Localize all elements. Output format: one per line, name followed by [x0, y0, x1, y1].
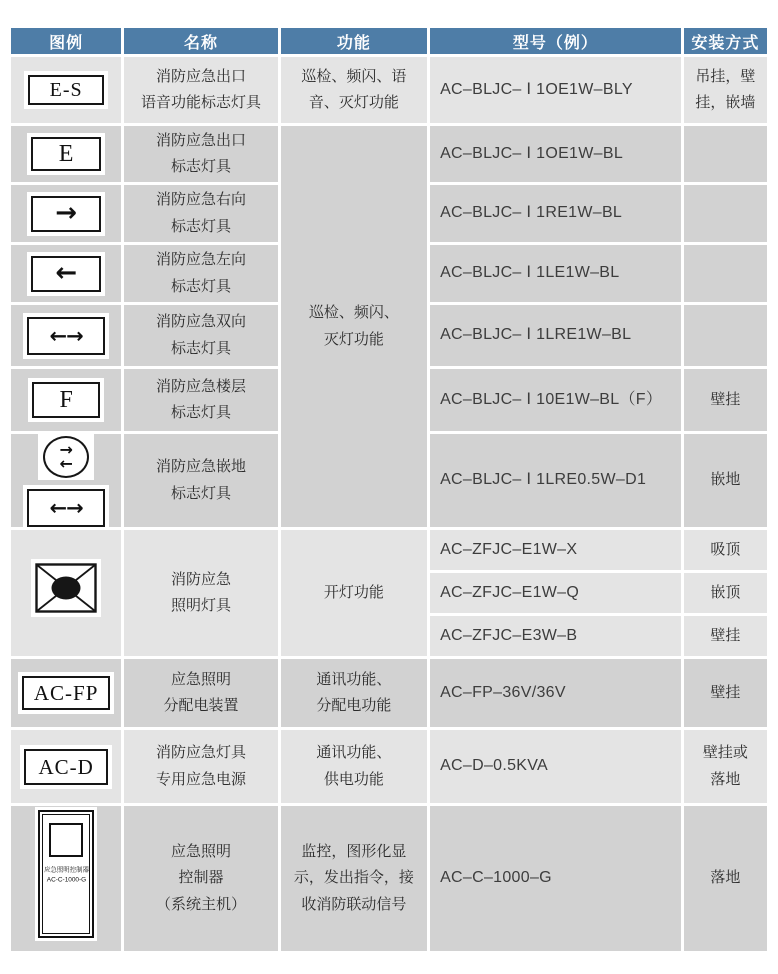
- legend-cell: [11, 245, 121, 302]
- function-line: 通讯功能、: [316, 670, 392, 688]
- function-line: 分配电功能: [316, 697, 392, 714]
- model-cell: AC–BLJC– Ⅰ 1LRE1W–BL: [430, 305, 681, 366]
- left-arrow-glyph: ←: [49, 496, 67, 520]
- install-cell: [684, 305, 767, 366]
- install-cell: [684, 126, 767, 182]
- function-cell: [281, 730, 427, 803]
- table-row: [11, 806, 767, 951]
- col-header-function: 功能: [281, 28, 427, 54]
- legend-cell: [11, 185, 121, 242]
- col-header-model: 型号（例）: [430, 28, 681, 54]
- install-cell: 壁挂: [684, 659, 767, 727]
- name-line: 应急照明: [170, 843, 231, 861]
- table-row: [11, 57, 767, 123]
- name-line: 消防应急左向: [155, 251, 246, 269]
- name-line: 专用应急电源: [155, 770, 246, 788]
- function-cell: [281, 806, 427, 951]
- function-line: 音、灭灯功能: [308, 94, 399, 111]
- legend-cell: [11, 659, 121, 727]
- cabinet-screen: [49, 823, 83, 857]
- exit-speech-sign-icon: E-S: [28, 75, 104, 105]
- name-cell: [124, 806, 277, 951]
- install-cell: [684, 245, 767, 302]
- model-cell: AC–BLJC– Ⅰ 10E1W–BL（F）: [430, 369, 681, 431]
- controller-cabinet-icon: [38, 810, 94, 938]
- function-cell-merged: 开灯功能: [281, 530, 427, 656]
- function-line: 收消防联动信号: [301, 895, 407, 913]
- right-arrow-glyph: →: [59, 440, 73, 460]
- distribution-box-icon: AC-FP: [22, 676, 110, 710]
- name-cell: [124, 730, 277, 803]
- model-cell: AC–D–0.5KVA: [430, 730, 681, 803]
- model-cell: AC–C–1000–G: [430, 806, 681, 951]
- model-cell: AC–BLJC– Ⅰ 1OE1W–BL: [430, 126, 681, 182]
- col-header-legend: 图例: [11, 28, 121, 54]
- name-line: 标志灯具: [170, 339, 231, 357]
- function-cell-merged: [281, 126, 427, 527]
- legend-cell: [11, 530, 121, 656]
- name-line: 消防应急楼层: [155, 377, 246, 395]
- luminaire-icon: [35, 563, 97, 613]
- right-arrow-sign-icon: →: [31, 196, 101, 232]
- name-line: 标志灯具: [170, 217, 231, 235]
- name-line: 消防应急出口: [155, 131, 246, 149]
- right-arrow-glyph: →: [66, 323, 83, 348]
- col-header-name: 名称: [124, 28, 277, 54]
- model-cell: AC–BLJC– Ⅰ 1RE1W–BL: [430, 185, 681, 242]
- cabinet-label: 应急照明控制器 AC-C-1000-G: [43, 866, 89, 884]
- install-line: 壁挂或: [702, 744, 748, 762]
- name-cell: [124, 530, 277, 656]
- exit-sign-icon: E: [31, 137, 101, 171]
- name-cell: [124, 245, 277, 302]
- name-cell: [124, 126, 277, 182]
- function-line: 灭灯功能: [323, 330, 384, 348]
- power-supply-box-icon: AC-D: [24, 749, 108, 785]
- function-line: 示，发出指令，接: [293, 869, 414, 887]
- model-cell: AC–FP–36V/36V: [430, 659, 681, 727]
- function-line: 通讯功能、: [316, 744, 392, 762]
- right-arrow-glyph: →: [66, 496, 83, 520]
- legend-cell: [11, 434, 121, 527]
- legend-cell: [11, 57, 121, 123]
- legend-cell: [11, 305, 121, 366]
- install-cell: 嵌顶: [684, 573, 767, 613]
- name-line: 语音功能标志灯具: [140, 94, 261, 111]
- model-cell: AC–BLJC– Ⅰ 1LRE0.5W–D1: [430, 434, 681, 527]
- name-line: 标志灯具: [170, 484, 231, 502]
- name-cell: [124, 369, 277, 431]
- function-cell: [281, 659, 427, 727]
- name-line: 消防应急灯具: [155, 744, 246, 762]
- name-line: 消防应急双向: [155, 313, 246, 331]
- name-line: （系统主机）: [155, 895, 246, 913]
- table-row: [11, 530, 767, 570]
- legend-cell: [11, 369, 121, 431]
- name-line: 标志灯具: [170, 404, 231, 421]
- table-row: [11, 730, 767, 803]
- function-line: 监控，图形化显: [301, 843, 407, 861]
- name-cell: [124, 659, 277, 727]
- name-line: 控制器: [178, 869, 224, 887]
- left-arrow-glyph: ←: [49, 323, 67, 348]
- legend-cell: [11, 126, 121, 182]
- install-line: 挂，嵌墙: [695, 94, 756, 111]
- install-cell: [684, 185, 767, 242]
- name-line: 消防应急右向: [155, 191, 246, 209]
- install-cell: 壁挂: [684, 616, 767, 656]
- double-arrow-sign-icon: [27, 317, 105, 355]
- model-cell: AC–BLJC– Ⅰ 1LE1W–BL: [430, 245, 681, 302]
- model-cell: AC–ZFJC–E3W–B: [430, 616, 681, 656]
- name-cell: [124, 185, 277, 242]
- floor-sign-icon: F: [32, 382, 100, 418]
- name-line: 标志灯具: [170, 158, 231, 175]
- install-cell: 壁挂: [684, 369, 767, 431]
- col-header-install: 安装方式: [684, 28, 767, 54]
- name-line: 标志灯具: [170, 277, 231, 295]
- name-line: 消防应急: [170, 570, 231, 588]
- equipment-spec-table: [8, 25, 770, 954]
- function-line: 供电功能: [323, 770, 384, 788]
- table-header-row: [11, 28, 767, 54]
- double-arrow-sign-icon: [27, 489, 105, 527]
- model-cell: AC–BLJC– Ⅰ 1OE1W–BLY: [430, 57, 681, 123]
- model-cell: AC–ZFJC–E1W–X: [430, 530, 681, 570]
- install-cell: 吸顶: [684, 530, 767, 570]
- install-cell: [684, 57, 767, 123]
- name-line: 消防应急出口: [155, 67, 246, 85]
- name-line: 消防应急嵌地: [155, 458, 246, 476]
- name-cell: [124, 434, 277, 527]
- table-row: [11, 126, 767, 182]
- function-cell: [281, 57, 427, 123]
- install-cell: 落地: [684, 806, 767, 951]
- ground-sign-icon: [27, 434, 105, 527]
- function-line: 巡检、频闪、语: [301, 67, 407, 85]
- install-cell: [684, 730, 767, 803]
- name-line: 分配电装置: [163, 697, 239, 714]
- left-arrow-sign-icon: ←: [31, 256, 101, 292]
- install-cell: 嵌地: [684, 434, 767, 527]
- name-line: 应急照明: [170, 670, 231, 688]
- name-cell: [124, 57, 277, 123]
- name-cell: [124, 305, 277, 366]
- model-cell: AC–ZFJC–E1W–Q: [430, 573, 681, 613]
- left-arrow-glyph: ←: [59, 454, 73, 473]
- name-line: 照明灯具: [170, 597, 231, 614]
- install-line: 落地: [710, 770, 741, 788]
- legend-cell: [11, 806, 121, 951]
- oval-arrows-icon: [38, 434, 94, 480]
- install-line: 吊挂，壁: [695, 67, 756, 85]
- legend-cell: [11, 730, 121, 803]
- table-row: [11, 659, 767, 727]
- function-line: 巡检、频闪、: [308, 304, 399, 322]
